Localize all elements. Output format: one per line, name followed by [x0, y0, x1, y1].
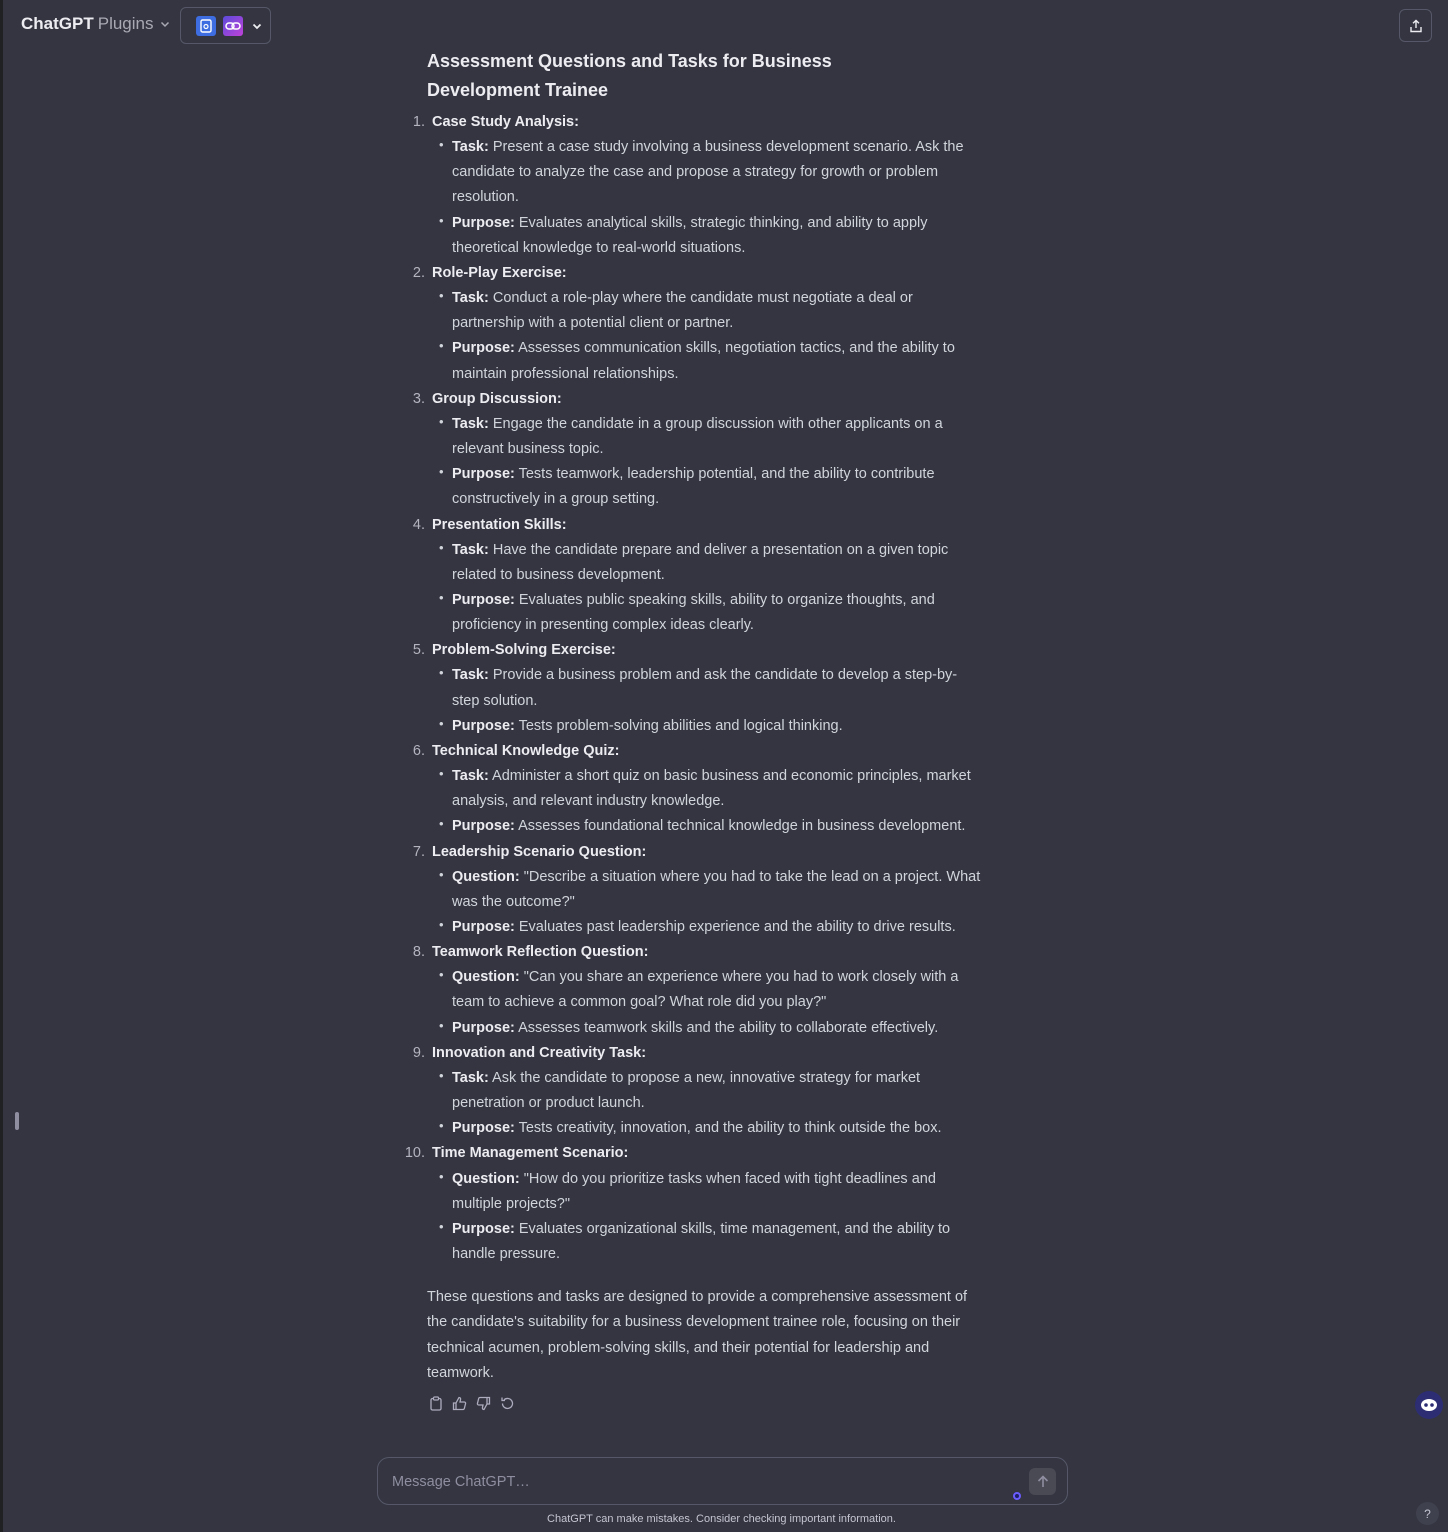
bullet-text: Evaluates public speaking skills, ability to organize thoughts, and proficiency in presenting complex ideas clearly.: [452, 591, 935, 634]
model-name: ChatGPT: [21, 14, 94, 33]
bullet-key: Task:: [452, 541, 489, 558]
bullet-key: Purpose:: [452, 1220, 515, 1237]
list-item: [412, 739, 982, 840]
bullet-text: Assesses foundational technical knowledge in business development.: [514, 818, 966, 835]
list-number: 3.: [412, 390, 425, 407]
thumbs-down-icon: [476, 1396, 491, 1411]
link-plugin-icon: [223, 16, 243, 36]
bullet-list: [432, 865, 982, 940]
regenerate-button[interactable]: [499, 1395, 516, 1412]
response-title: Assessment Questions and Tasks for Business Development Trainee: [427, 51, 832, 100]
list-item-title: Problem-Solving Exercise:: [432, 642, 616, 659]
list-number: 1.: [412, 114, 425, 130]
bullet-point: [452, 965, 982, 1015]
bullet-text: "Can you share an experience where you had to work closely with a team to achieve a common goal? What role did you play?": [452, 969, 959, 1011]
list-item: [412, 387, 982, 513]
bullet-point: [452, 1217, 982, 1267]
list-item-title: Role-Play Exercise:: [432, 264, 567, 281]
bullet-key: Task:: [452, 1069, 489, 1086]
bullet-point: [452, 462, 982, 512]
bullet-point: [452, 865, 982, 915]
bullet-key: Purpose:: [452, 818, 515, 835]
bullet-point: [452, 538, 982, 588]
bullet-list: [432, 663, 982, 738]
regenerate-icon: [500, 1396, 515, 1411]
bullet-key: Purpose:: [452, 919, 515, 935]
summary-paragraph: These questions and tasks are designed to provide a comprehensive assessment of the candidate's suitability for a business development trainee role, focusing on their technical acumen, problem-solving skills, and their potential for leadership and teamwork.: [427, 1289, 968, 1381]
list-number: 2.: [412, 264, 425, 281]
sidebar-toggle-handle[interactable]: [15, 1112, 19, 1130]
thumbs-up-icon: [452, 1396, 467, 1411]
list-item-title: Technical Knowledge Quiz:: [432, 742, 620, 759]
bullet-key: Purpose:: [452, 1019, 515, 1036]
bullet-point: [452, 336, 982, 386]
bullet-text: Tests creativity, innovation, and the ability to think outside the box.: [514, 1120, 942, 1137]
clipboard-icon: [429, 1396, 443, 1411]
bullet-text: Evaluates analytical skills, strategic thinking, and ability to apply theoretical knowledge to real-world situations.: [452, 214, 928, 256]
list-item-title: Case Study Analysis:: [432, 114, 579, 130]
model-variant: Plugins: [97, 14, 154, 33]
thumbs-down-button[interactable]: [475, 1395, 492, 1412]
list-number: 5.: [412, 642, 425, 659]
list-item: [412, 840, 982, 941]
list-number: 10.: [404, 1145, 425, 1162]
bullet-key: Purpose:: [452, 466, 515, 483]
list-item: [412, 940, 982, 1041]
bullet-list: [432, 1167, 982, 1268]
bullet-point: [452, 1066, 982, 1116]
bot-face-icon: [1420, 1398, 1438, 1412]
bullet-text: Assesses communication skills, negotiation tactics, and the ability to maintain professional relationships.: [452, 340, 955, 382]
message-input[interactable]: [392, 1471, 992, 1493]
bullet-text: Conduct a role-play where the candidate must negotiate a deal or partnership with a potential client or partner.: [452, 290, 913, 332]
disclaimer-text: ChatGPT can make mistakes. Consider checking important information.: [547, 1513, 896, 1525]
list-item-title: Teamwork Reflection Question:: [432, 944, 649, 961]
voice-indicator-icon: [1013, 1492, 1021, 1500]
bullet-text: Tests problem-solving abilities and logical thinking.: [514, 717, 843, 734]
list-item-title: Time Management Scenario:: [432, 1145, 629, 1162]
bullet-list: [432, 286, 982, 387]
list-item: [412, 110, 982, 261]
list-number: 8.: [412, 944, 425, 961]
bullet-text: Engage the candidate in a group discussion with other applicants on a relevant business topic.: [452, 415, 943, 458]
assessment-list: [404, 110, 982, 1267]
bullet-key: Purpose:: [452, 591, 515, 608]
bullet-list: [432, 764, 982, 839]
bullet-list: [432, 965, 982, 1040]
top-bar: [3, 0, 1448, 52]
assistant-bot-icon[interactable]: [1415, 1391, 1443, 1419]
assistant-message: [404, 47, 982, 1386]
bullet-text: Tests teamwork, leadership potential, and the ability to contribute constructively in a group setting.: [452, 466, 935, 508]
bullet-text: Provide a business problem and ask the candidate to develop a step-by-step solution.: [452, 667, 958, 709]
bullet-key: Purpose:: [452, 717, 515, 734]
chevron-down-icon: [250, 19, 264, 33]
bullet-text: Assesses teamwork skills and the ability to collaborate effectively.: [514, 1019, 939, 1036]
bullet-list: [432, 412, 982, 513]
bullet-key: Purpose:: [452, 340, 515, 357]
bullet-key: Question:: [452, 868, 520, 885]
bullet-text: Administer a short quiz on basic business and economic principles, market analysis, and relevant industry knowledge.: [452, 768, 971, 810]
bullet-point: [452, 135, 982, 210]
list-item-title: Leadership Scenario Question:: [432, 843, 647, 860]
bullet-text: Evaluates past leadership experience and the ability to drive results.: [514, 919, 956, 935]
bullet-key: Task:: [452, 139, 489, 156]
bullet-point: [452, 211, 982, 261]
list-item: [404, 1141, 982, 1267]
document-plugin-icon: [196, 16, 216, 36]
bullet-point: [452, 412, 982, 462]
plugin-selector[interactable]: [180, 7, 271, 44]
bullet-point: [452, 915, 982, 940]
bullet-point: [452, 286, 982, 336]
bullet-list: [432, 538, 982, 639]
share-icon: [1409, 19, 1423, 33]
sidebar-edge: [0, 0, 3, 1532]
bullet-key: Task:: [452, 290, 489, 307]
send-button[interactable]: [1029, 1468, 1056, 1495]
copy-button[interactable]: [427, 1395, 444, 1412]
bullet-text: Ask the candidate to propose a new, innovative strategy for market penetration or product launch.: [452, 1069, 921, 1112]
list-number: 4.: [412, 516, 425, 533]
list-item: [412, 1041, 982, 1142]
bullet-point: [452, 714, 982, 739]
list-item: [412, 513, 982, 639]
thumbs-up-button[interactable]: [451, 1395, 468, 1412]
list-number: 9.: [412, 1044, 425, 1061]
arrow-up-icon: [1037, 1475, 1049, 1488]
bullet-text: Present a case study involving a business development scenario. Ask the candidate to analyze the case and propose a strategy for growth or problem resolution.: [452, 139, 964, 206]
bullet-point: [452, 588, 982, 638]
bullet-point: [452, 1016, 982, 1041]
help-button[interactable]: ?: [1416, 1502, 1439, 1525]
bullet-key: Question:: [452, 969, 520, 986]
bullet-list: [432, 1066, 982, 1141]
list-item-title: Presentation Skills:: [432, 516, 567, 533]
message-composer: [377, 1457, 1068, 1505]
list-number: 7.: [412, 843, 425, 860]
bullet-point: [452, 764, 982, 814]
bullet-point: [452, 663, 982, 713]
bullet-list: [432, 135, 982, 261]
bullet-point: [452, 814, 982, 839]
list-item: [412, 638, 982, 739]
bullet-key: Question:: [452, 1170, 520, 1187]
bullet-key: Task:: [452, 415, 489, 432]
bullet-text: Have the candidate prepare and deliver a presentation on a given topic related to business development.: [452, 541, 949, 583]
model-selector[interactable]: [21, 14, 172, 34]
bullet-key: Task:: [452, 667, 489, 684]
list-item-title: Group Discussion:: [432, 390, 562, 407]
list-number: 6.: [412, 742, 425, 759]
share-button[interactable]: [1399, 9, 1432, 42]
bullet-text: Evaluates organizational skills, time management, and the ability to handle pressure.: [452, 1220, 951, 1263]
bullet-text: "Describe a situation where you had to take the lead on a project. What was the outcome?": [452, 868, 981, 910]
bullet-point: [452, 1116, 982, 1141]
list-item: [412, 261, 982, 387]
bullet-key: Task:: [452, 768, 489, 785]
message-actions: [427, 1395, 516, 1412]
bullet-point: [452, 1167, 982, 1217]
list-item-title: Innovation and Creativity Task:: [432, 1044, 647, 1061]
bullet-text: "How do you prioritize tasks when faced with tight deadlines and multiple projects?": [452, 1170, 936, 1212]
bullet-key: Purpose:: [452, 214, 515, 231]
bullet-key: Purpose:: [452, 1120, 515, 1137]
chevron-down-icon: [158, 17, 172, 31]
